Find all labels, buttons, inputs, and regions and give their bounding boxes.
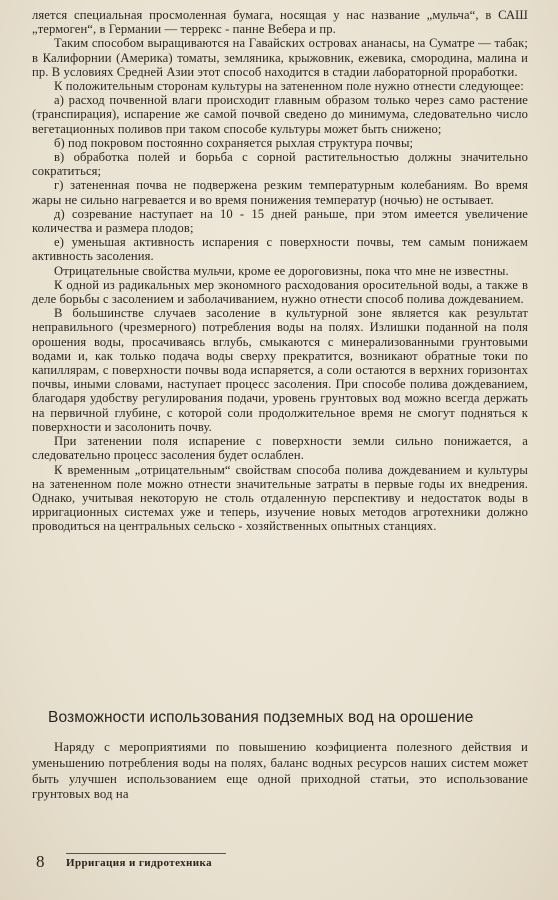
list-item: б) под покровом постоянно сохраняется рыхлая структура почвы;	[54, 135, 414, 150]
paragraph: В большинстве случаев засоление в культурной зоне является как результат неправильного (чрезмерного) потребления воды на полях. Излишки поданной на поля орошения воды, просачиваясь вглубь, смыкаются с минерализованными грунтовыми водами и, как только подача воды сверху прекратится, возникают обратные токи по капиллярам, с поверхности почвы вода испаряется, а соли остаются в верхних горизонтах почвы, иными словами, наступает процесс засоления. При способе полива дождеванием, благодаря удобству регулирования подачи, уровень грунтовых вод можно всегда держать на первичной глубине, с которой соли продолжительное время не смогут подняться к поверхности и засолонить почву.	[32, 306, 528, 434]
paragraph: Отрицательные свойства мульчи, кроме ее дороговизны, пока что мне не известны.	[54, 263, 509, 278]
list-item: а) расход почвенной влаги происходит главным образом только через само растение (транспирация), испарение же самой почвой сведено до минимума, следовательно число вегетационных поливов при таком способе культуры может быть снижено;	[32, 93, 528, 136]
body-text	[32, 8, 528, 534]
paragraph: При затенении поля испарение с поверхности земли сильно понижается, а следовательно процесс засоления будет ослаблен.	[32, 434, 528, 463]
list-item: г) затененная почва не подвержена резким температурным колебаниям. Во время жары не сильно нагревается и во время понижения температур (ночью) не остывает.	[32, 178, 528, 207]
footer-rule	[66, 853, 226, 854]
paragraph: Таким способом выращиваются на Гавайских островах ананасы, на Суматре — табак; в Калифорнии (Америка) томаты, земляника, крыжовник, ежевика, смородина, малина и пр. В условиях Средней Азии этот способ находится в стадии лабораторной проработки.	[32, 36, 528, 79]
list-item: е) уменьшая активность испарения с поверхности почвы, тем самым понижаем активность засоления.	[32, 235, 528, 264]
section-heading: Возможности использования подземных вод на орошение	[48, 709, 474, 726]
paragraph: К временным „отрицательным“ свойствам способа полива дождеванием и культуры на затененном поле можно отнести значительные затраты в первые годы их внедрения. Однако, учитывая некоторую не столь отдаленную перспективу и недостаток воды в ирригационных системах уже и теперь, изучение новых методов агротехники должно проводиться на центральных сельско - хозяйственных опытных станциях.	[32, 462, 528, 534]
list-item: д) созревание наступает на 10 - 15 дней раньше, при этом имеется увеличение количества и размера плодов;	[32, 206, 528, 236]
paragraph: Наряду с мероприятиями по повышению коэфициента полезного действия и уменьшению потребления воды на полях, баланс водных ресурсов наших систем может быть улучшен использованием еще одной приходной статьи, это использование грунтовых вод на	[32, 740, 528, 802]
journal-name: Ирригация и гидротехника	[66, 857, 212, 869]
page-number: 8	[36, 852, 45, 871]
section-text	[32, 740, 528, 803]
list-item: в) обработка полей и борьба с сорной растительностью должны значительно сократиться;	[32, 150, 528, 179]
paragraph: К положительным сторонам культуры на затененном поле нужно отнести следующее:	[54, 79, 524, 94]
page-footer	[36, 852, 516, 878]
paragraph: К одной из радикальных мер экономного расходования оросительной воды, а также в деле борьбы с засолением и заболачиванием, нужно отнести способ полива дождеванием.	[32, 277, 528, 307]
paragraph: ляется специальная просмоленная бумага, носящая у нас название „мульча“, в САШ „термоген“, в Германии — террекс - панне Вебера и пр.	[32, 8, 528, 37]
